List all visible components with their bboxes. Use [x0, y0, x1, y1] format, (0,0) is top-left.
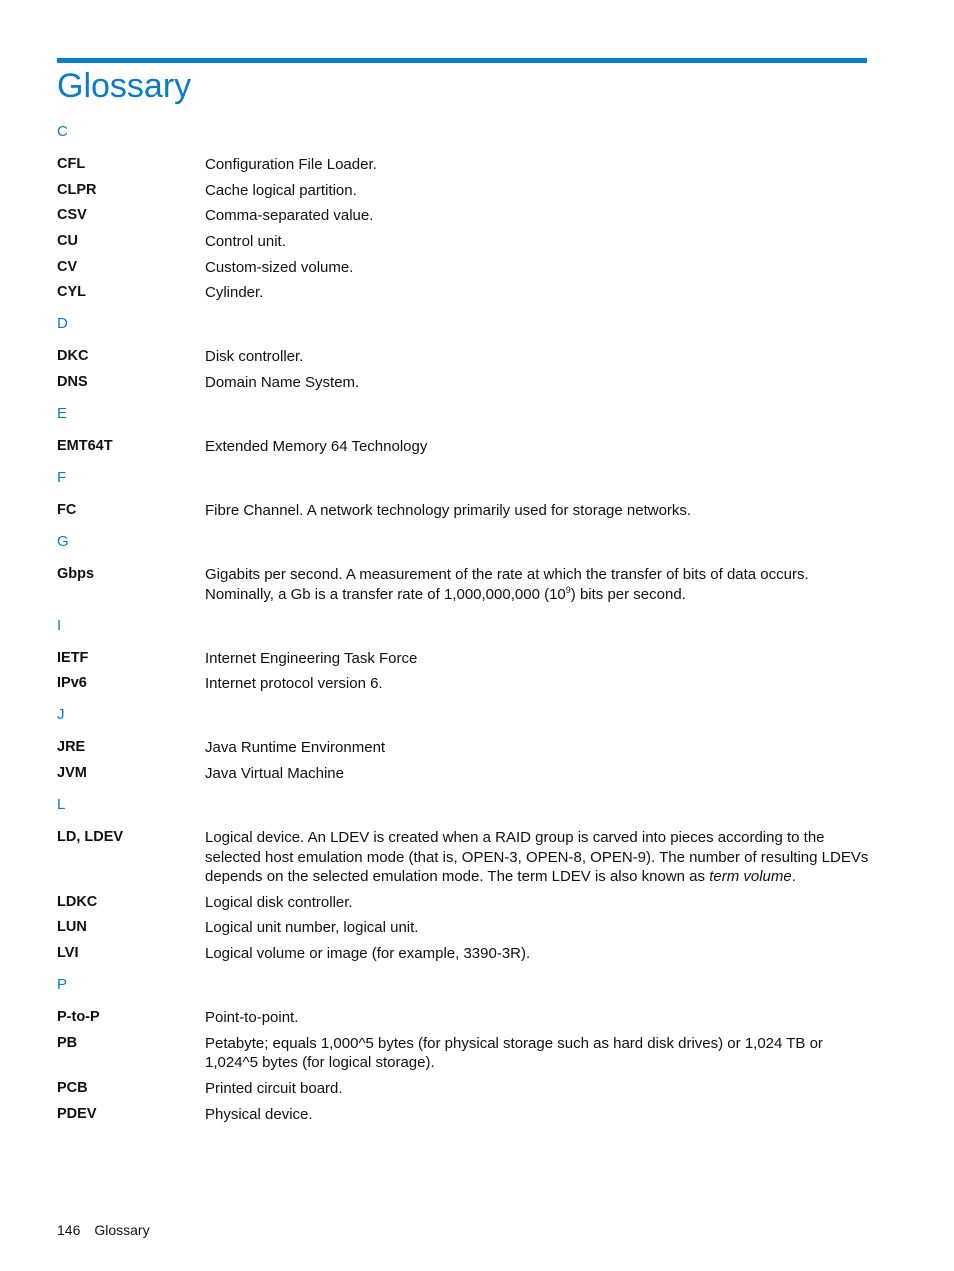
definition-text: Extended Memory 64 Technology: [205, 438, 428, 456]
title-rule: [57, 58, 867, 63]
glossary-definition: [205, 893, 869, 913]
glossary-entry: [57, 918, 869, 938]
glossary-term: IETF: [57, 649, 89, 666]
page-number: 146: [57, 1222, 81, 1238]
glossary-term: Gbps: [57, 566, 95, 583]
glossary-definition: [205, 181, 869, 201]
glossary-term: DNS: [57, 374, 88, 391]
section-letter: F: [57, 469, 67, 487]
definition-text: Java Runtime Environment: [205, 739, 386, 757]
glossary-term: LVI: [57, 945, 79, 962]
glossary-entry: [57, 501, 869, 521]
definition-text: Comma-separated value.: [205, 207, 374, 225]
glossary-section-e: [57, 404, 869, 457]
glossary-term: CLPR: [57, 181, 97, 198]
glossary-entry: [57, 181, 869, 201]
section-letter: P: [57, 976, 68, 994]
glossary-section-d: [57, 314, 869, 392]
glossary-entry: [57, 828, 869, 887]
glossary-definition: [205, 1105, 869, 1125]
definition-text: Point-to-point.: [205, 1009, 299, 1027]
emphasis-text: term volume: [709, 868, 792, 885]
glossary-entry: [57, 649, 869, 669]
glossary-term: IPv6: [57, 675, 87, 692]
glossary-definition: [205, 373, 869, 393]
definition-text: Physical device.: [205, 1105, 313, 1123]
section-letter: D: [57, 315, 68, 333]
glossary-term: CV: [57, 258, 78, 275]
definition-text: Gigabits per second. A measurement of the rate at which the transfer of bits of data occurs. Nominally, a Gb is a transfer rate of 1,000,000,000 (10: [205, 566, 809, 603]
glossary-term: LUN: [57, 919, 87, 936]
definition-text: Cylinder.: [205, 284, 264, 302]
glossary-term: DKC: [57, 348, 89, 365]
glossary-definition: [205, 437, 869, 457]
definition-text: Petabyte; equals 1,000^5 bytes (for physical storage such as hard disk drives) or 1,024 TB or 1,024^5 bytes (for logical storage).: [205, 1034, 823, 1072]
glossary-definition: [205, 501, 869, 521]
definition-text: Cache logical partition.: [205, 181, 357, 199]
glossary-section-p: [57, 975, 869, 1124]
glossary-term: EMT64T: [57, 438, 113, 455]
glossary-definition: [205, 206, 869, 226]
glossary-entry: [57, 738, 869, 758]
glossary-definition: [205, 565, 869, 604]
glossary-entry: [57, 893, 869, 913]
superscript: 9: [565, 584, 571, 595]
glossary-entry: [57, 1008, 869, 1028]
glossary-definition: [205, 649, 869, 669]
glossary-entry: [57, 565, 869, 604]
glossary-term: PDEV: [57, 1105, 97, 1122]
glossary-term: FC: [57, 502, 77, 519]
glossary-entry: [57, 155, 869, 175]
glossary-term: P-to-P: [57, 1009, 100, 1026]
definition-text-after: .: [791, 868, 796, 885]
definition-text: Custom-sized volume.: [205, 258, 354, 276]
glossary-term: CU: [57, 233, 78, 250]
definition-text: Internet Engineering Task Force: [205, 649, 418, 667]
glossary-entry: [57, 283, 869, 303]
page-title: Glossary: [57, 67, 192, 105]
glossary-term: JVM: [57, 765, 87, 781]
glossary-section-j: [57, 705, 869, 783]
glossary-definition: [205, 738, 869, 758]
definition-text: Domain Name System.: [205, 374, 360, 392]
glossary-section-g: [57, 532, 869, 604]
glossary-term: CSV: [57, 207, 87, 224]
glossary-term: JRE: [57, 739, 86, 756]
glossary-definition: [205, 1079, 869, 1099]
glossary-definition: [205, 918, 869, 938]
glossary-section-i: [57, 616, 869, 694]
section-letter: C: [57, 123, 68, 140]
glossary-entry: [57, 347, 869, 367]
glossary-definition: [205, 828, 869, 887]
glossary-entry: [57, 944, 869, 964]
glossary-entry: [57, 206, 869, 226]
definition-text: Java Virtual Machine: [205, 765, 344, 782]
definition-text: Internet protocol version 6.: [205, 675, 383, 693]
definition-text: Logical volume or image (for example, 3390-3R).: [205, 945, 531, 963]
glossary-section-f: [57, 468, 869, 521]
section-letter: G: [57, 533, 69, 551]
glossary-entry: [57, 1034, 869, 1073]
definition-text: Control unit.: [205, 233, 286, 251]
definition-text: Fibre Channel. A network technology primarily used for storage networks.: [205, 502, 692, 520]
glossary-definition: [205, 1034, 869, 1073]
glossary-entry: [57, 373, 869, 393]
glossary-section-c: [57, 122, 869, 303]
section-letter: E: [57, 405, 68, 423]
glossary-definition: [205, 1008, 869, 1028]
glossary-definition: [205, 674, 869, 694]
glossary-term: PB: [57, 1034, 78, 1051]
glossary-entry: [57, 764, 869, 784]
glossary-entry: [57, 437, 869, 457]
glossary-term: CFL: [57, 156, 86, 172]
section-letter: L: [57, 796, 66, 813]
glossary-sections: [57, 122, 869, 1136]
glossary-definition: [205, 283, 869, 303]
glossary-entry: [57, 1079, 869, 1099]
glossary-entry: [57, 258, 869, 278]
section-letter: J: [57, 706, 65, 724]
glossary-definition: [205, 258, 869, 278]
glossary-entry: [57, 232, 869, 252]
definition-text-after: ) bits per second.: [570, 585, 686, 603]
glossary-definition: [205, 347, 869, 367]
definition-text: Logical device. An LDEV is created when a RAID group is carved into pieces according to the selected host emulation mode (that is, OPEN-3, OPEN-8, OPEN-9). The number of resulting LDEVs depends on the selected emulation mode. The term LDEV is also known as: [205, 829, 869, 885]
glossary-term: CYL: [57, 284, 86, 301]
definition-text: Printed circuit board.: [205, 1079, 343, 1097]
glossary-entry: [57, 1105, 869, 1125]
glossary-definition: [205, 764, 869, 784]
definition-text: Logical unit number, logical unit.: [205, 919, 419, 937]
glossary-definition: [205, 944, 869, 964]
glossary-entry: [57, 674, 869, 694]
glossary-term: PCB: [57, 1079, 88, 1096]
footer-label: Glossary: [94, 1222, 150, 1238]
definition-text: Logical disk controller.: [205, 893, 353, 911]
section-letter: I: [57, 616, 62, 634]
definition-text: Configuration File Loader.: [205, 156, 377, 173]
glossary-definition: [205, 155, 869, 175]
definition-text: Disk controller.: [205, 348, 304, 366]
glossary-section-l: [57, 795, 869, 964]
page-footer: [57, 1222, 164, 1238]
glossary-definition: [205, 232, 869, 252]
glossary-term: LDKC: [57, 893, 98, 910]
glossary-term: LD, LDEV: [57, 829, 124, 845]
